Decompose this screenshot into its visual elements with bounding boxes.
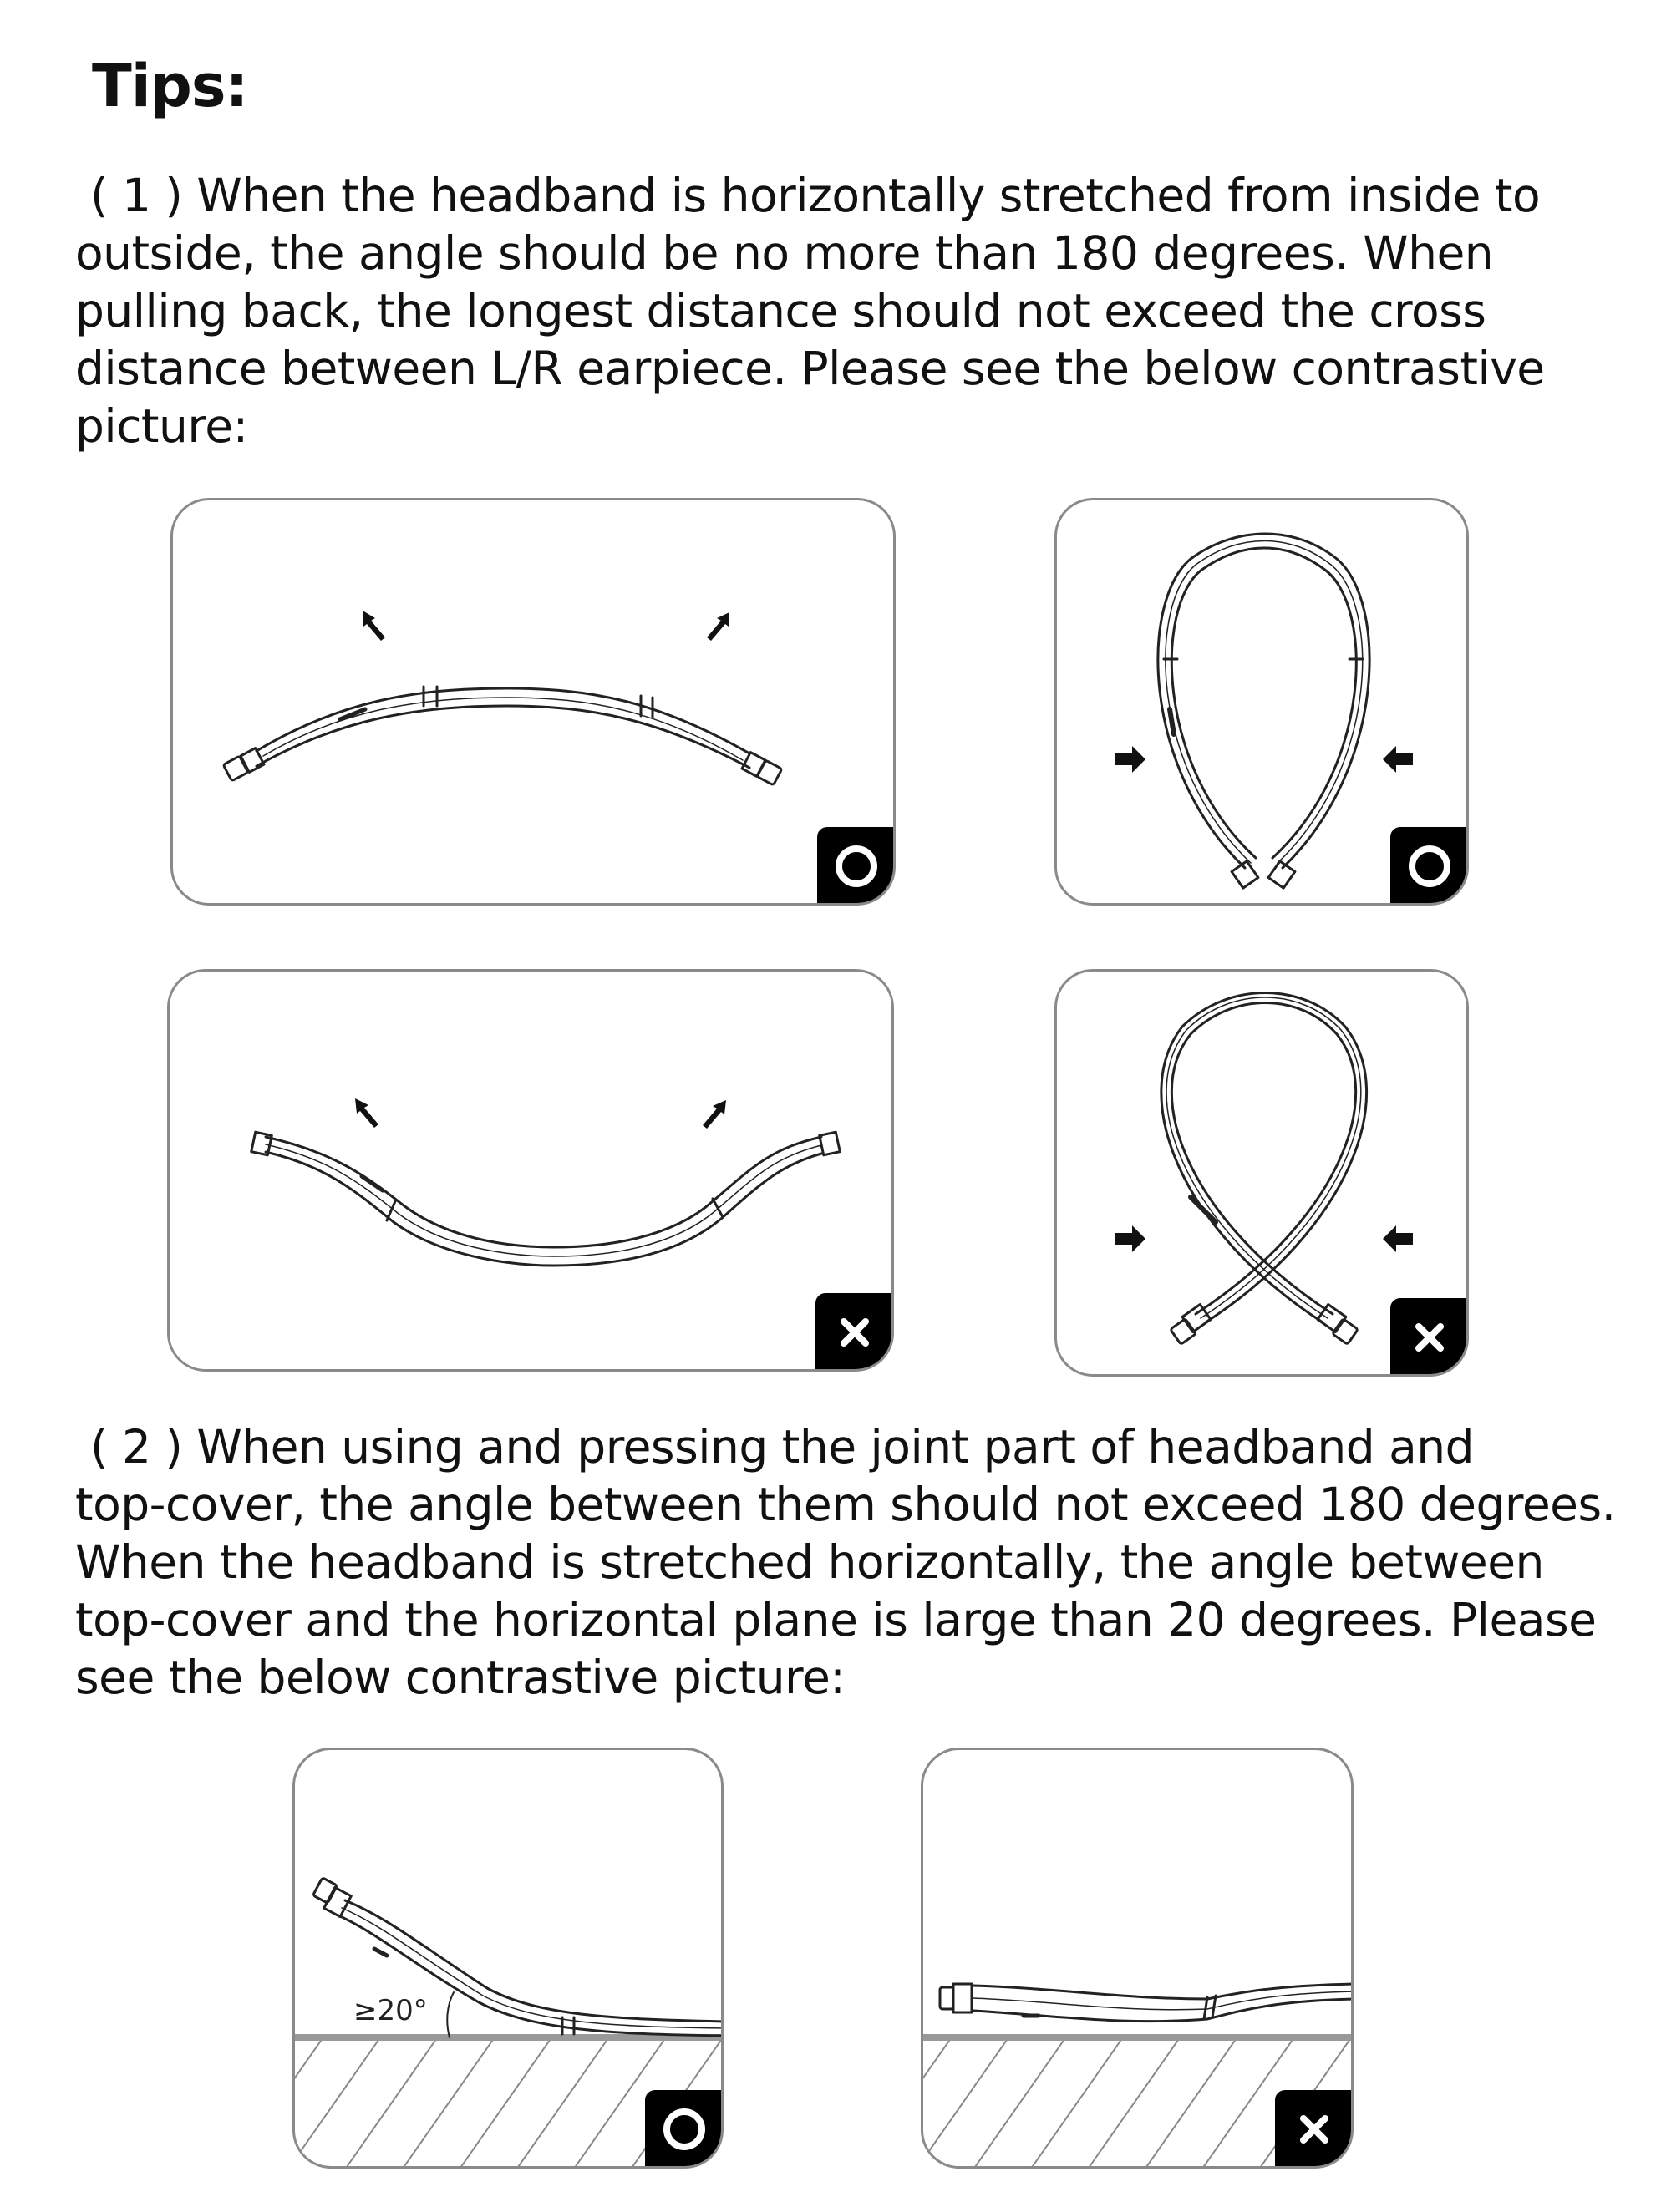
correct-mark-icon [831, 841, 881, 891]
wrong-mark-icon [1405, 1312, 1455, 1362]
headband-overbent-illustration [170, 972, 894, 1372]
tip-1-line: distance between L/R earpiece. Please see the below contrastive [75, 342, 1545, 395]
wrong-mark-icon [830, 1307, 880, 1357]
angle-label: ≥20° [353, 1994, 428, 2027]
tip-2-line: When the headband is stretched horizontally, the angle between [75, 1535, 1544, 1589]
page-title: Tips: [92, 52, 248, 120]
figure-stretch-correct [170, 498, 896, 906]
tip-1-line: ( 1 ) When the headband is horizontally stretched from inside to [90, 169, 1541, 222]
correct-mark-badge [817, 827, 896, 906]
figure-angle-correct [292, 1748, 724, 2169]
headband-stretched-illustration [173, 500, 896, 906]
tip-2-line: top-cover and the horizontal plane is large than 20 degrees. Please [75, 1593, 1597, 1646]
tip-1-text [75, 167, 1545, 455]
figure-stretch-wrong [167, 969, 894, 1372]
figure-pullback-correct [1054, 498, 1469, 906]
wrong-mark-badge [1390, 1298, 1469, 1377]
tip-1-line: outside, the angle should be no more than 180 degrees. When [75, 226, 1494, 280]
correct-mark-badge [645, 2090, 724, 2169]
correct-mark-badge [1390, 827, 1469, 906]
figure-angle-wrong [921, 1748, 1354, 2169]
correct-mark-icon [659, 2104, 709, 2154]
tip-2-line: top-cover, the angle between them should not exceed 180 degrees. [75, 1478, 1616, 1531]
tip-2-line: see the below contrastive picture: [75, 1651, 846, 1704]
tip-2-line: ( 2 ) When using and pressing the joint part of headband and [90, 1420, 1475, 1474]
correct-mark-icon [1405, 841, 1455, 891]
wrong-mark-badge [1275, 2090, 1354, 2169]
tip-2-text [75, 1418, 1616, 1707]
tip-1-line: pulling back, the longest distance should not exceed the cross [75, 284, 1486, 337]
tip-1-line: picture: [75, 399, 248, 453]
figure-pullback-wrong [1054, 969, 1469, 1377]
wrong-mark-icon [1289, 2104, 1339, 2154]
wrong-mark-badge [815, 1293, 894, 1372]
